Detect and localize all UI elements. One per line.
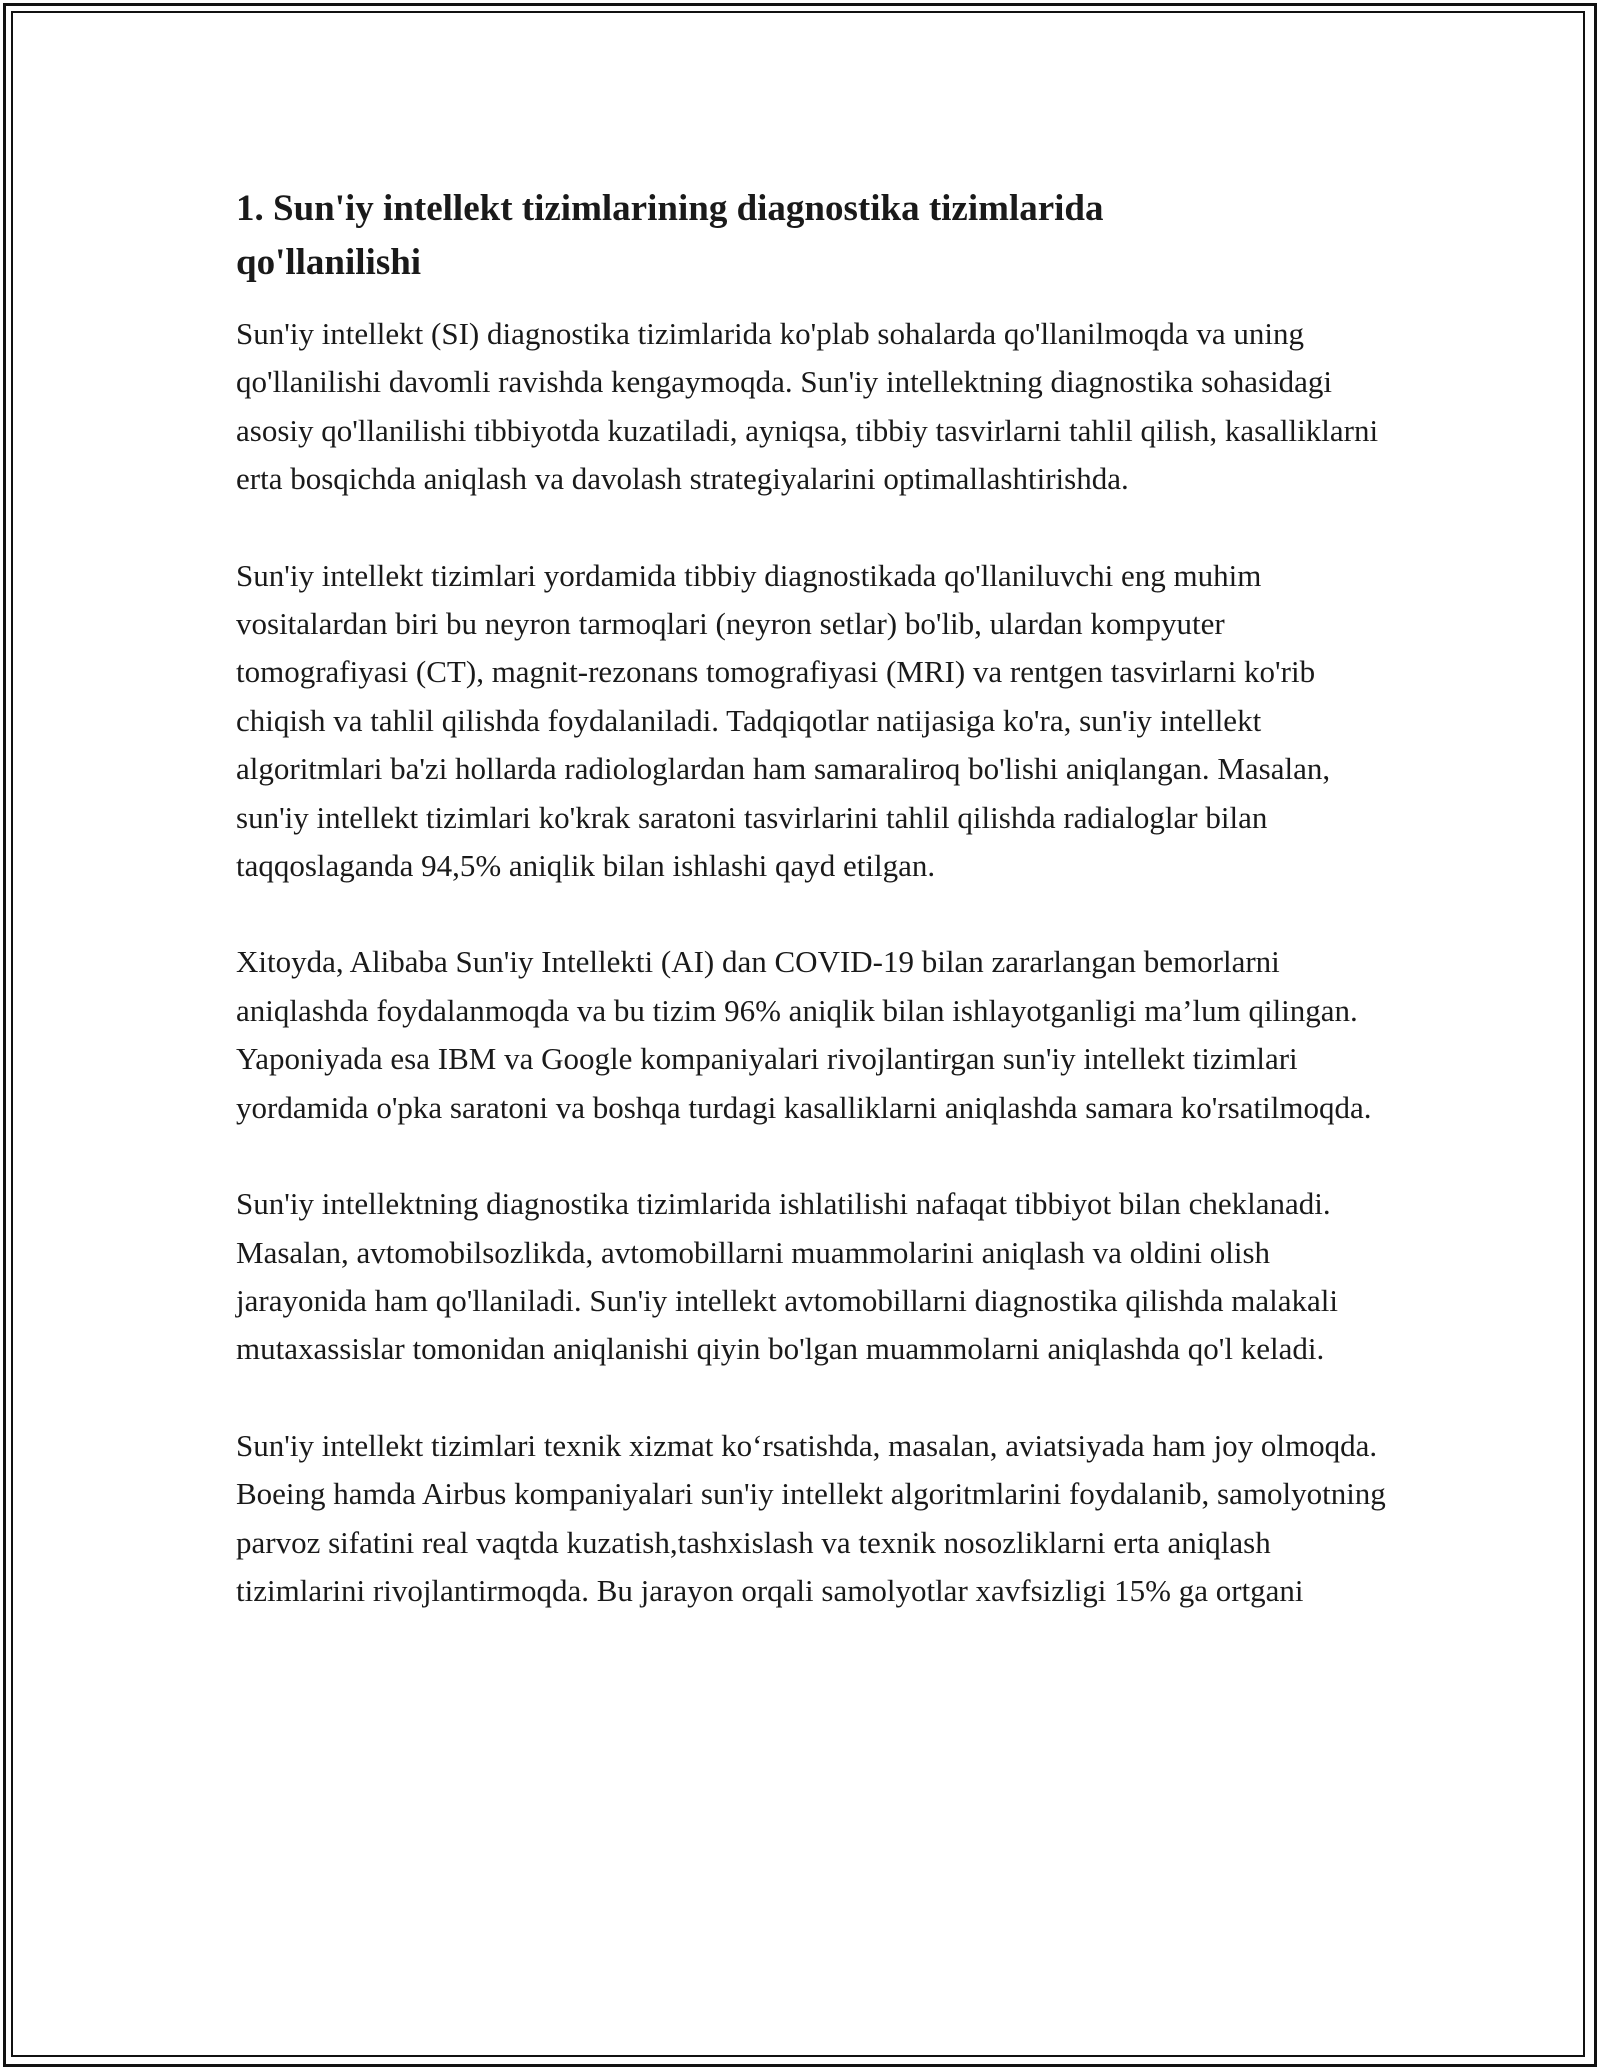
paragraph-3: Xitoyda, Alibaba Sun'iy Intellekti (AI) dan COVID-19 bilan zararlangan bemorlarni aniqlashda foydalanmoqda va bu tizim 96% aniqlik bilan ishlayotganligi ma’lum qilingan. Yaponiyada esa IBM va Google kompaniyalari rivojlantirgan sun'iy intellekt tizimlari yordamida o'pka saratoni va boshqa turdagi kasalliklarni aniqlashda samara ko'rsatilmoqda.	[236, 944, 1372, 1125]
paragraph-5: Sun'iy intellekt tizimlari texnik xizmat ko‘rsatishda, masalan, aviatsiyada ham joy olmoqda. Boeing hamda Airbus kompaniyalari sun'iy intellekt algoritmlarini foydalanib, samolyotning parvoz sifatini real vaqtda kuzatish,tashxislash va texnik nosozliklarni erta aniqlash tizimlarini rivojlantirmoqda. Bu jarayon orqali samolyotlar xavfsizligi 15% ga ortgani	[236, 1427, 1386, 1608]
document-body	[236, 182, 1386, 1663]
paragraph-4: Sun'iy intellektning diagnostika tizimlarida ishlatilishi nafaqat tibbiyot bilan cheklanadi. Masalan, avtomobilsozlikda, avtomobillarni muammolarini aniqlash va oldini olish jarayonida ham qo'llaniladi. Sun'iy intellekt avtomobillarni diagnostika qilishda malakali mutaxassislar tomonidan aniqlanishi qiyin bo'lgan muammolarni aniqlashda qo'l keladi.	[236, 1186, 1338, 1367]
section-heading: 1. Sun'iy intellekt tizimlarining diagnostika tizimlarida qo'llanilishi	[236, 188, 1104, 283]
paragraph-1: Sun'iy intellekt (SI) diagnostika tizimlarida ko'plab sohalarda qo'llanilmoqda va uning qo'llanilishi davomli ravishda kengaymoqda. Sun'iy intellektning diagnostika sohasidagi asosiy qo'llanilishi tibbiyotda kuzatiladi, ayniqsa, tibbiy tasvirlarni tahlil qilish, kasalliklarni erta bosqichda aniqlash va davolash strategiyalarini optimallashtirishda.	[236, 316, 1379, 497]
paragraph-2: Sun'iy intellekt tizimlari yordamida tibbiy diagnostikada qo'llaniluvchi eng muhim vositalardan biri bu neyron tarmoqlari (neyron setlar) bo'lib, ulardan kompyuter tomografiyasi (CT), magnit-rezonans tomografiyasi (MRI) va rentgen tasvirlarni ko'rib chiqish va tahlil qilishda foydalaniladi. Tadqiqotlar natijasiga ko'ra, sun'iy intellekt algoritmlari ba'zi hollarda radiologlardan ham samaraliroq bo'lishi aniqlangan. Masalan, sun'iy intellekt tizimlari ko'krak saratoni tasvirlarini tahlil qilishda radialoglar bilan taqqoslaganda 94,5% aniqlik bilan ishlashi qayd etilgan.	[236, 557, 1331, 884]
